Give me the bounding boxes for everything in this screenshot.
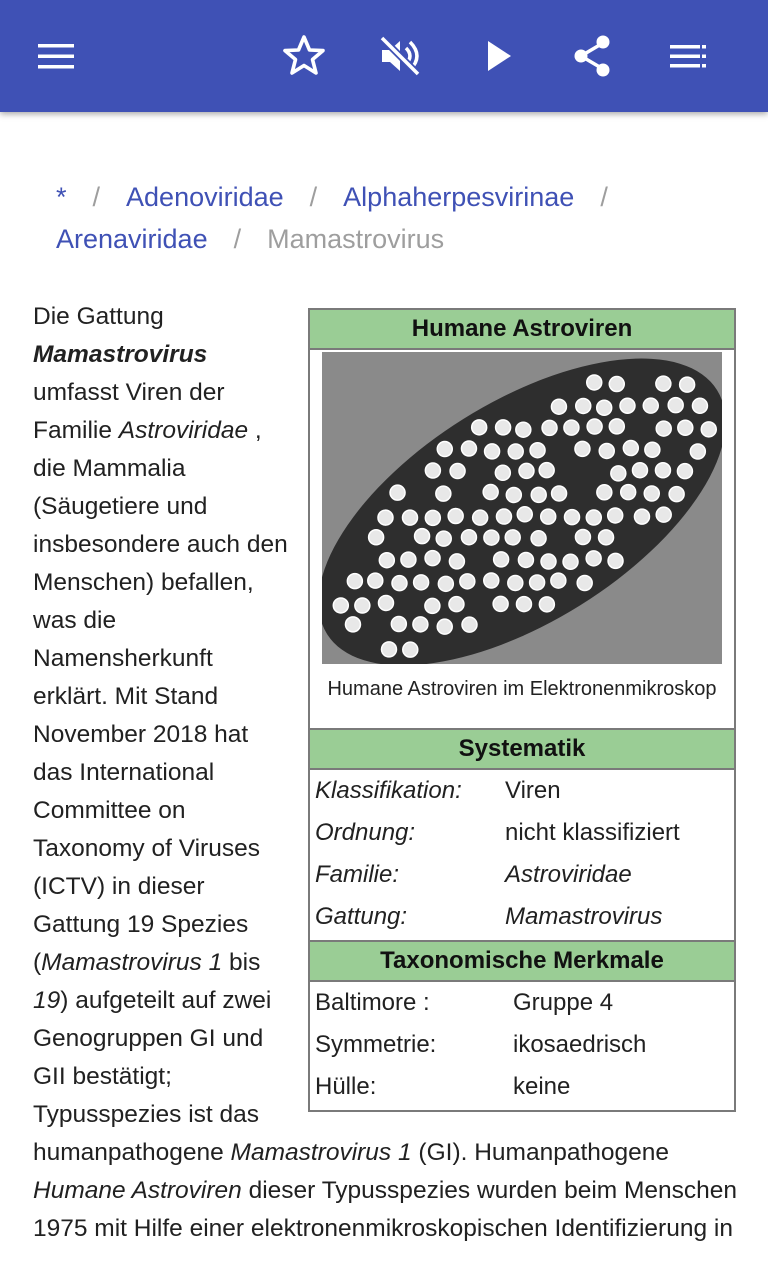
systematik-row (310, 854, 734, 896)
virus-particle (542, 420, 557, 435)
virus-particle (368, 573, 383, 588)
virus-particle (655, 463, 670, 478)
virus-particle (450, 464, 465, 479)
virus-particle (436, 531, 451, 546)
virus-particle (505, 530, 520, 545)
virus-particle (449, 554, 464, 569)
infobox-title: Humane Astroviren (310, 310, 734, 350)
row-key: Symmetrie: (315, 1031, 437, 1058)
play-icon[interactable] (474, 32, 522, 80)
virus-particle (656, 376, 671, 391)
virus-particle (620, 398, 635, 413)
virus-particle (473, 510, 488, 525)
virus-particle (425, 598, 440, 613)
virus-particle (378, 595, 393, 610)
virus-particle (564, 420, 579, 435)
virus-particle (517, 507, 532, 522)
row-key: Klassifikation: (315, 777, 462, 804)
row-value: Mamastrovirus (505, 903, 663, 930)
virus-particle (381, 642, 396, 657)
virus-particle (425, 510, 440, 525)
infobox (308, 308, 736, 1112)
virus-particle (378, 510, 393, 525)
systematik-header: Systematik (310, 728, 734, 770)
virus-particle (563, 554, 578, 569)
virus-particle (484, 530, 499, 545)
virus-particle (587, 419, 602, 434)
row-key: Gattung: (315, 903, 408, 930)
virus-particle (530, 575, 545, 590)
virus-particle (586, 510, 601, 525)
merkmale-header: Taxonomische Merkmale (310, 940, 734, 982)
row-value: nicht klassifiziert (505, 819, 680, 846)
merkmale-row (310, 1024, 734, 1066)
virus-particle (541, 554, 556, 569)
volume-off-icon[interactable] (376, 32, 424, 80)
virus-particle (645, 442, 660, 457)
breadcrumb (56, 176, 736, 260)
virus-particle (484, 573, 499, 588)
genus-name-bold: Mamastrovirus (33, 341, 208, 368)
virus-particle (644, 486, 659, 501)
list-icon[interactable] (664, 32, 712, 80)
breadcrumb-separator: / (600, 182, 608, 212)
virus-particle (608, 508, 623, 523)
family-link[interactable]: Astroviridae (118, 417, 249, 444)
virus-particle (392, 576, 407, 591)
systematik-table (310, 770, 734, 940)
virus-particle (608, 553, 623, 568)
virus-particle (632, 463, 647, 478)
text-run: (GI). Humanpathogene (411, 1139, 670, 1166)
virus-particle (575, 530, 590, 545)
text-run: Die Gattung (33, 303, 164, 330)
virus-particle (539, 597, 554, 612)
text-run: bis (222, 949, 261, 976)
share-icon[interactable] (568, 32, 616, 80)
row-value[interactable]: Astroviridae (505, 861, 632, 888)
species-name: Mamastrovirus 1 (41, 949, 223, 976)
row-key: Familie: (315, 861, 400, 888)
virus-particle (551, 573, 566, 588)
breadcrumb-item-home[interactable]: * (56, 182, 67, 212)
virus-particle (530, 443, 545, 458)
virus-particle (369, 530, 384, 545)
systematik-row (310, 770, 734, 812)
breadcrumb-item-adenoviridae[interactable]: Adenoviridae (126, 182, 284, 212)
virus-particle (519, 463, 534, 478)
virus-particle (516, 422, 531, 437)
virus-particle (391, 617, 406, 632)
row-value: keine (513, 1073, 571, 1100)
virus-particle (462, 617, 477, 632)
virus-particle (541, 509, 556, 524)
virus-particle (449, 597, 464, 612)
virus-particle (552, 486, 567, 501)
virus-particle (379, 553, 394, 568)
virus-particle (461, 530, 476, 545)
breadcrumb-separator: / (233, 224, 242, 254)
row-key: Ordnung: (315, 819, 416, 846)
breadcrumb-current: Mamastrovirus (267, 224, 445, 254)
text-run: ) aufgeteilt auf zwei Genogruppen GI und GII bestätigt; Typusspezies ist das humanpathogene (33, 987, 272, 1166)
breadcrumb-item-alphaherpesvirinae[interactable]: Alphaherpesvirinae (343, 182, 575, 212)
virus-particle (531, 531, 546, 546)
virus-particle (669, 487, 684, 502)
text-run: , die Mammalia (Säugetiere und insbesondere auch den Menschen) befallen, was die Namensherkunft erklärt. Mit Stand November 2018 hat das International Committee on Taxonomy of Viruses (ICTV) in dieser Gattung 19 Spezies ( (33, 417, 288, 976)
virus-particle (345, 617, 360, 632)
virus-particle (436, 486, 451, 501)
virus-particle (577, 576, 592, 591)
merkmale-table (310, 982, 734, 1110)
virus-particle (493, 596, 508, 611)
virus-particle (472, 420, 487, 435)
virus-particle (460, 574, 475, 589)
row-value[interactable]: Gruppe 4 (513, 989, 614, 1016)
systematik-row (310, 812, 734, 854)
virus-particle (415, 529, 430, 544)
virus-particle (692, 398, 707, 413)
virus-particle (634, 509, 649, 524)
app-toolbar (0, 0, 768, 112)
virus-particle (611, 466, 626, 481)
row-value[interactable]: Viren (505, 777, 561, 804)
row-value: ikosaedrisch (513, 1031, 647, 1058)
virus-particle (485, 444, 500, 459)
virus-particle (597, 485, 612, 500)
virus-particle (438, 576, 453, 591)
virus-particle (565, 510, 580, 525)
virus-name: Humane Astroviren (33, 1177, 242, 1204)
infobox-caption: Humane Astroviren im Elektronenmikroskop (327, 678, 717, 700)
virus-particle (531, 487, 546, 502)
virus-particle (656, 421, 671, 436)
virus-particle (575, 441, 590, 456)
merkmale-row (310, 982, 734, 1024)
virus-particle (597, 400, 612, 415)
virus-particle (401, 552, 416, 567)
virus-particle (690, 444, 705, 459)
article-content (33, 298, 738, 1248)
virus-particle (483, 485, 498, 500)
virus-particle (413, 617, 428, 632)
virus-particle (623, 441, 638, 456)
virus-particle (539, 463, 554, 478)
virus-particle (508, 444, 523, 459)
electron-micrograph-image[interactable] (322, 352, 722, 664)
virus-particle (677, 464, 692, 479)
species-number: 19 (33, 987, 61, 1014)
virus-particle (701, 422, 716, 437)
menu-icon[interactable] (32, 32, 80, 80)
infobox-image-container (310, 350, 734, 664)
star-icon[interactable] (280, 32, 328, 80)
virus-particle (333, 598, 348, 613)
virus-particle (347, 574, 362, 589)
virus-particle (609, 419, 624, 434)
virus-particle (437, 619, 452, 634)
text-run: dieser Typusspezies wurden beim Menschen 1975 mit Hilfe einer elektronenmikroskopischen Identifizierung in (33, 1177, 738, 1242)
virus-particle (643, 398, 658, 413)
virus-particle (437, 442, 452, 457)
row-key: Hülle: (315, 1073, 377, 1100)
virus-particle (414, 575, 429, 590)
breadcrumb-separator: / (92, 182, 101, 212)
virus-particle (599, 530, 614, 545)
virus-particle (587, 375, 602, 390)
virus-particle (668, 398, 683, 413)
virus-particle (516, 597, 531, 612)
virus-particle (355, 598, 370, 613)
virus-particle (425, 463, 440, 478)
virus-particle (586, 551, 601, 566)
species-name: Mamastrovirus 1 (230, 1139, 412, 1166)
systematik-row (310, 896, 734, 938)
virus-particle (551, 399, 566, 414)
text-run: umfasst Viren der Familie (33, 379, 225, 444)
virus-particle (448, 508, 463, 523)
virus-particle (599, 443, 614, 458)
virus-particle (496, 420, 511, 435)
virus-particle (609, 377, 624, 392)
virus-particle (656, 507, 671, 522)
virus-particle (508, 575, 523, 590)
virus-particle (425, 551, 440, 566)
virus-particle (496, 509, 511, 524)
merkmale-row (310, 1066, 734, 1108)
virus-particle (576, 398, 591, 413)
virus-particle (680, 377, 695, 392)
breadcrumb-item-arenaviridae[interactable]: Arenaviridae (56, 224, 208, 254)
virus-particle (506, 487, 521, 502)
virus-particle (621, 485, 636, 500)
virus-particle (390, 485, 405, 500)
virus-particle (495, 465, 510, 480)
virus-particle (402, 510, 417, 525)
breadcrumb-separator: / (309, 182, 318, 212)
virus-particle (494, 552, 509, 567)
virus-particle (461, 441, 476, 456)
virus-particle (678, 420, 693, 435)
row-key[interactable]: Baltimore : (315, 989, 430, 1016)
virus-particle (403, 642, 418, 657)
virus-particle (518, 552, 533, 567)
